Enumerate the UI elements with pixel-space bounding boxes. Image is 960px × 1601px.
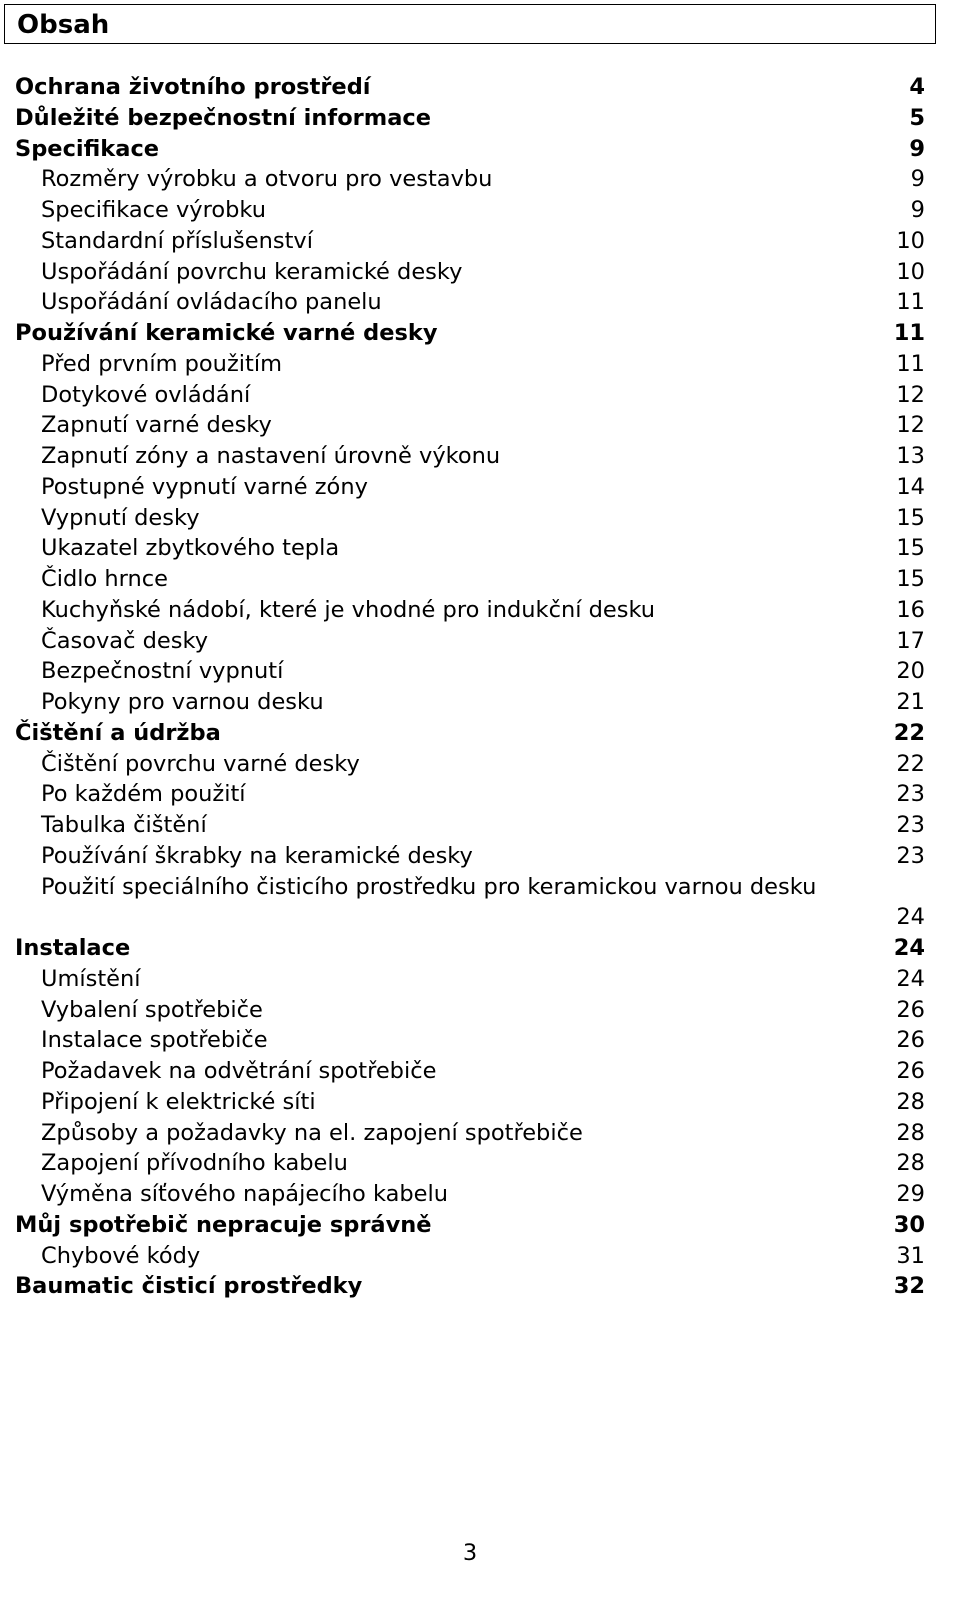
toc-entry-page: 26 xyxy=(896,1027,925,1054)
page-number: 3 xyxy=(462,1540,478,1566)
toc-entry-page: 29 xyxy=(896,1181,925,1207)
toc-entry-page: 31 xyxy=(896,1242,925,1269)
toc-entry-page: 28 xyxy=(896,1119,925,1146)
toc-entry-page: 28 xyxy=(896,1088,925,1115)
toc-entry xyxy=(15,595,925,626)
toc-entry xyxy=(15,779,925,810)
toc-entry xyxy=(15,933,925,964)
toc-entry-label: Specifikace xyxy=(15,135,160,162)
toc-entry-page: 15 xyxy=(896,566,925,592)
toc-entry-label: Pokyny pro varnou desku xyxy=(41,689,324,715)
toc-entry-label: Uspořádání ovládacího panelu xyxy=(41,289,382,316)
toc-entry xyxy=(15,1087,925,1118)
toc-entry-page: 11 xyxy=(896,350,925,377)
toc-entry-page: 21 xyxy=(896,689,925,715)
title-box xyxy=(4,4,936,44)
toc-entry xyxy=(15,472,925,503)
toc-entry-label: Použití speciálního čisticího prostředku pro keramickou varnou desku xyxy=(41,873,817,900)
toc-entry xyxy=(15,318,925,349)
toc-entry-label: Čištění a údržba xyxy=(15,719,221,746)
toc-entry xyxy=(15,718,925,749)
table-of-contents xyxy=(15,72,925,1302)
toc-entry-label: Používání škrabky na keramické desky xyxy=(41,842,473,869)
toc-entry-page: 12 xyxy=(896,381,925,408)
toc-entry-label: Zapnutí zóny a nastavení úrovně výkonu xyxy=(41,443,501,469)
toc-entry-label: Specifikace výrobku xyxy=(41,197,267,223)
toc-entry-label: Instalace xyxy=(15,935,131,961)
toc-entry xyxy=(15,226,925,257)
toc-entry-label: Ukazatel zbytkového tepla xyxy=(41,535,340,562)
toc-entry-page: 23 xyxy=(896,812,925,838)
toc-entry-label: Časovač desky xyxy=(41,627,209,654)
toc-entry-label: Před prvním použitím xyxy=(41,350,282,377)
toc-entry xyxy=(15,72,925,103)
toc-entry-page: 26 xyxy=(896,996,925,1023)
toc-entry-label: Po každém použití xyxy=(41,781,246,808)
toc-entry-page: 13 xyxy=(896,443,925,469)
toc-entry xyxy=(15,1241,925,1272)
toc-entry xyxy=(15,533,925,564)
toc-entry-label: Čištění povrchu varné desky xyxy=(41,750,360,777)
toc-entry-page: 20 xyxy=(896,658,925,685)
toc-entry-page: 9 xyxy=(909,135,925,162)
toc-entry-label: Ochrana životního prostředí xyxy=(15,74,371,100)
toc-entry-page: 10 xyxy=(896,258,925,285)
toc-entry-label: Umístění xyxy=(41,965,141,992)
toc-entry-page: 4 xyxy=(909,74,925,100)
toc-entry xyxy=(15,810,925,841)
toc-entry xyxy=(15,1271,925,1302)
toc-entry-page: 10 xyxy=(896,227,925,254)
toc-entry-label: Postupné vypnutí varné zóny xyxy=(41,473,368,500)
toc-entry xyxy=(15,164,925,195)
toc-entry-label: Zapnutí varné desky xyxy=(41,412,272,439)
toc-entry xyxy=(15,1025,925,1056)
toc-entry xyxy=(15,626,925,657)
toc-entry-label: Baumatic čisticí prostředky xyxy=(15,1273,363,1300)
toc-entry xyxy=(15,349,925,380)
toc-entry-page: 11 xyxy=(893,320,925,346)
toc-entry-page: 14 xyxy=(896,473,925,500)
toc-entry xyxy=(15,503,925,534)
toc-entry-page: 17 xyxy=(896,627,925,654)
toc-entry xyxy=(15,564,925,595)
page-title: Obsah xyxy=(17,10,110,40)
toc-entry xyxy=(15,380,925,411)
toc-entry xyxy=(15,964,925,995)
toc-entry xyxy=(15,441,925,472)
toc-entry-label: Rozměry výrobku a otvoru pro vestavbu xyxy=(41,166,493,193)
toc-entry-page: 24 xyxy=(896,965,925,992)
toc-entry-page: 9 xyxy=(910,197,925,223)
toc-entry xyxy=(15,656,925,687)
toc-entry xyxy=(15,995,925,1026)
toc-entry-label: Vybalení spotřebiče xyxy=(41,996,263,1023)
toc-entry xyxy=(15,841,925,872)
toc-entry xyxy=(15,1210,925,1241)
toc-entry-page: 24 xyxy=(893,935,925,961)
toc-entry-label: Dotykové ovládání xyxy=(41,381,251,408)
toc-entry-label: Standardní příslušenství xyxy=(41,227,313,254)
toc-entry xyxy=(15,287,925,318)
toc-entry-label: Tabulka čištění xyxy=(41,812,207,838)
toc-entry-label: Instalace spotřebiče xyxy=(41,1027,268,1054)
toc-entry-label: Připojení k elektrické síti xyxy=(41,1088,316,1115)
toc-entry-label: Zapojení přívodního kabelu xyxy=(41,1150,348,1177)
toc-entry-page: 23 xyxy=(896,842,925,869)
toc-entry-page: 5 xyxy=(909,104,925,131)
toc-entry xyxy=(15,1179,925,1210)
toc-entry xyxy=(15,410,925,441)
toc-entry xyxy=(15,134,925,165)
toc-entry-label: Používání keramické varné desky xyxy=(15,320,438,346)
toc-entry-page: 32 xyxy=(893,1273,925,1300)
toc-entry xyxy=(15,687,925,718)
toc-entry xyxy=(15,1118,925,1149)
toc-entry-page: 12 xyxy=(896,412,925,439)
toc-entry xyxy=(15,103,925,134)
toc-entry-page: 15 xyxy=(896,535,925,562)
toc-entry-page: 26 xyxy=(896,1058,925,1084)
toc-entry-page: 22 xyxy=(893,719,925,746)
toc-entry-label: Bezpečnostní vypnutí xyxy=(41,658,284,685)
toc-entry-page: 30 xyxy=(893,1211,925,1238)
toc-entry-page: 22 xyxy=(896,750,925,777)
toc-entry-label: Požadavek na odvětrání spotřebiče xyxy=(41,1058,437,1084)
toc-entry-label: Uspořádání povrchu keramické desky xyxy=(41,258,463,285)
toc-entry xyxy=(15,1056,925,1087)
toc-entry-page: 16 xyxy=(896,596,925,623)
toc-entry-page: 11 xyxy=(896,289,925,316)
toc-entry-page: 15 xyxy=(896,504,925,531)
toc-entry-page: 28 xyxy=(896,1150,925,1177)
toc-entry-label: Způsoby a požadavky na el. zapojení spotřebiče xyxy=(41,1119,583,1146)
toc-entry xyxy=(15,195,925,226)
toc-entry xyxy=(15,872,925,934)
toc-entry-label: Chybové kódy xyxy=(41,1242,201,1269)
toc-entry xyxy=(15,749,925,780)
toc-entry-page: 9 xyxy=(910,166,925,193)
toc-entry-label: Výměna síťového napájecího kabelu xyxy=(41,1181,449,1207)
toc-entry-label: Čidlo hrnce xyxy=(41,566,169,592)
toc-entry-label: Důležité bezpečnostní informace xyxy=(15,104,431,131)
toc-entry xyxy=(15,257,925,288)
toc-entry-label: Vypnutí desky xyxy=(41,504,200,531)
toc-entry-label: Můj spotřebič nepracuje správně xyxy=(15,1211,432,1238)
toc-entry-label: Kuchyňské nádobí, které je vhodné pro indukční desku xyxy=(41,596,656,623)
toc-entry-page: 23 xyxy=(896,781,925,808)
toc-entry xyxy=(15,1148,925,1179)
toc-entry-page: 24 xyxy=(896,904,925,931)
